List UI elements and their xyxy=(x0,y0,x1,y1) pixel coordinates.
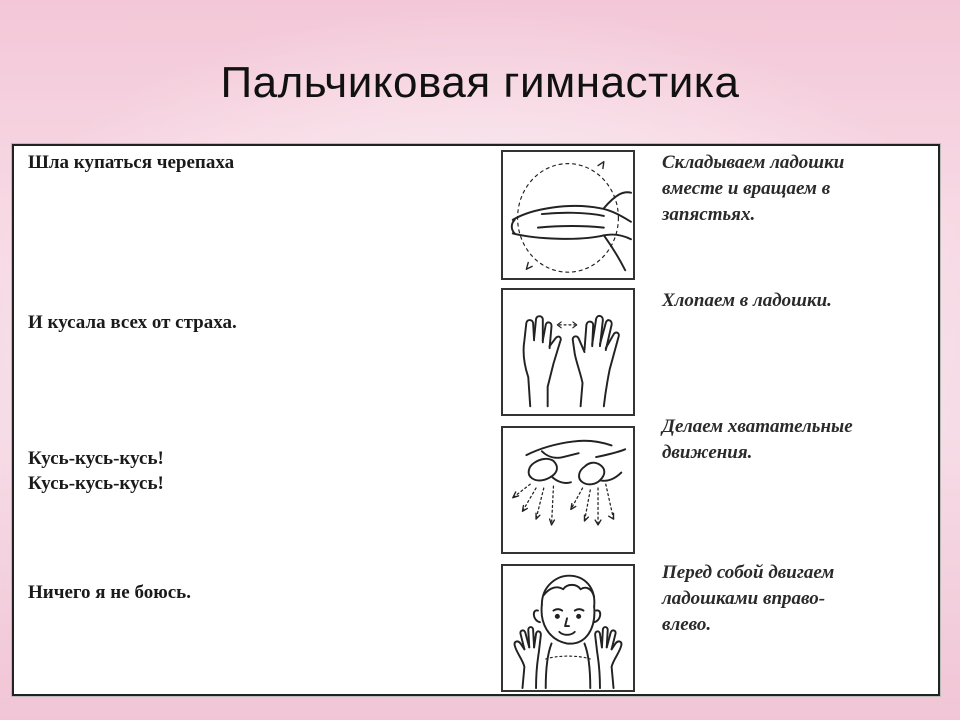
slide-title: Пальчиковая гимнастика xyxy=(220,58,740,107)
hands-clapping-icon xyxy=(501,288,635,416)
action-text-2: Хлопаем в ладошки. xyxy=(662,290,832,311)
action-text-3: Делаем хватательные движения. xyxy=(662,416,853,463)
verse-line-3: Кусь-кусь-кусь! Кусь-кусь-кусь! xyxy=(28,448,164,494)
hands-folded-rotating-icon xyxy=(501,150,635,280)
hands-grabbing-icon xyxy=(501,426,635,554)
gymnastics-table xyxy=(12,144,940,696)
verse-line-4: Ничего я не боюсь. xyxy=(28,582,191,603)
verse-line-1: Шла купаться черепаха xyxy=(28,152,235,173)
verse-line-2: И кусала всех от страха. xyxy=(28,312,237,333)
action-text-1: Складываем ладошки вместе и вращаем в запястьях. xyxy=(662,152,845,225)
action-text-4: Перед собой двигаем ладошками вправо- влево. xyxy=(662,562,835,635)
boy-waving-hands-icon xyxy=(501,564,635,692)
